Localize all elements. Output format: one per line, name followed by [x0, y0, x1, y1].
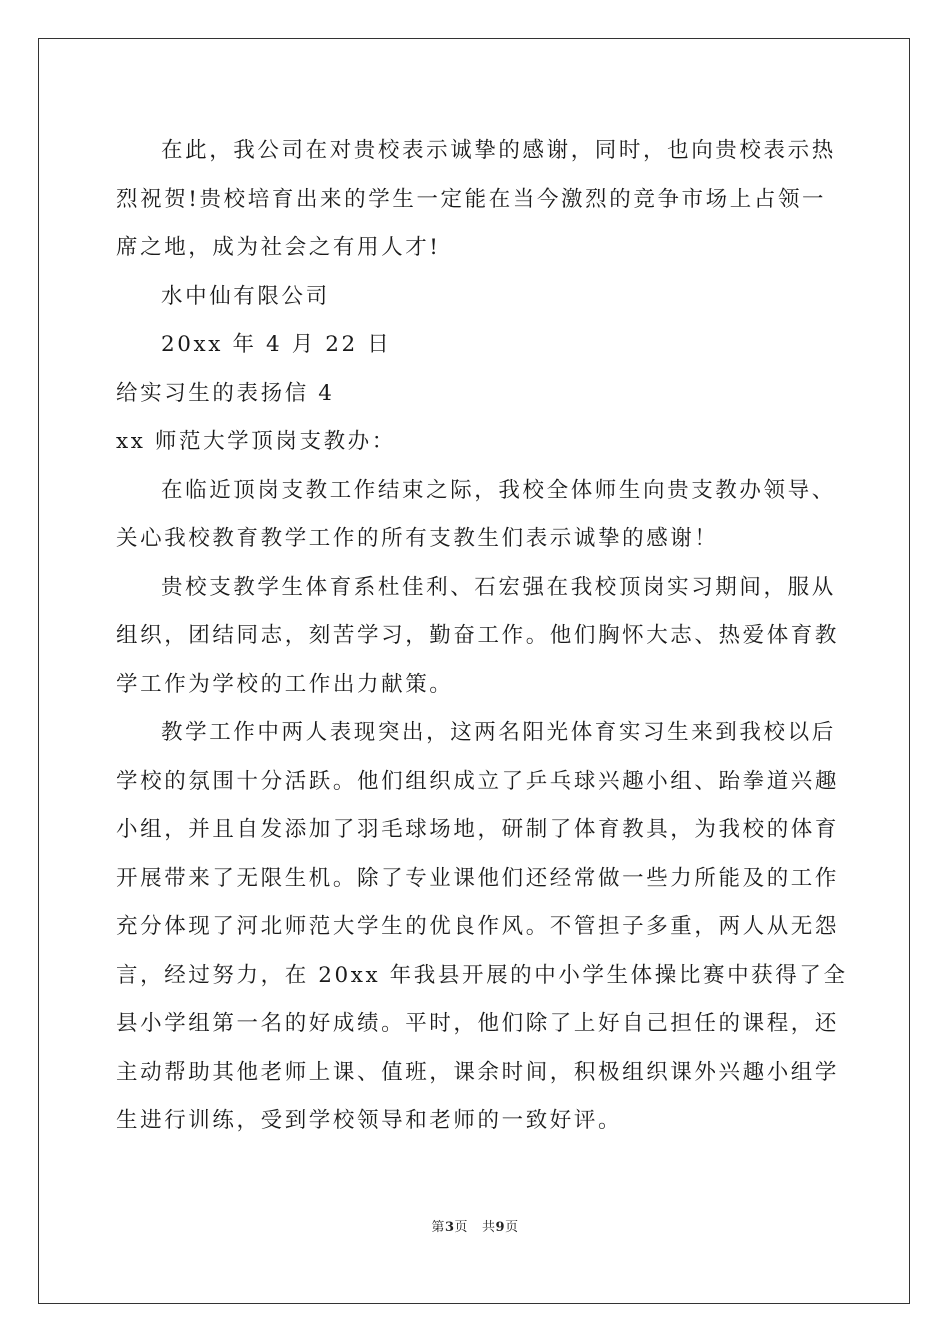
document-body [116, 127, 848, 1146]
text-line: 充分体现了河北师范大学生的优良作风。不管担子多重，两人从无怨 [116, 914, 840, 939]
text-line: xx 师范大学顶岗支教办： [116, 429, 396, 454]
text-line: 小组，并且自发添加了羽毛球场地，研制了体育教具，为我校的体育 [116, 817, 840, 842]
text-line: 贵校支教学生体育系杜佳利、石宏强在我校顶岗实习期间，服从 [161, 574, 836, 600]
text-line: 主动帮助其他老师上课、值班，课余时间，积极组织课外兴趣小组学 [116, 1059, 840, 1085]
text-line: 学工作为学校的工作出力献策。 [116, 671, 454, 697]
text-line: 学校的氛围十分活跃。他们组织成立了乒乓球兴趣小组、跆拳道兴趣 [116, 768, 840, 794]
text-line: 开展带来了无限生机。除了专业课他们还经常做一些力所能及的工作 [116, 865, 840, 891]
page-number: 3 [444, 1220, 455, 1235]
text-line: 烈祝贺!贵校培育出来的学生一定能在当今激烈的竞争市场上占领一 [116, 186, 827, 212]
text-line: 言，经过努力，在 20xx 年我县开展的中小学生体操比赛中获得了全 [116, 962, 848, 988]
text-line: 在临近顶岗支教工作结束之际，我校全体师生向贵支教办领导、 [161, 477, 836, 503]
total-pages: 9 [495, 1220, 506, 1235]
total-prefix: 共 [482, 1220, 496, 1235]
text-line: 教学工作中两人表现突出，这两名阳光体育实习生来到我校以后 [161, 720, 836, 745]
text-line: 在此，我公司在对贵校表示诚挚的感谢，同时，也向贵校表示热 [161, 138, 836, 163]
text-line: 20xx 年 4 月 22 日 [161, 332, 392, 357]
text-line: 席之地，成为社会之有用人才! [116, 235, 441, 260]
page-footer [0, 1218, 950, 1238]
text-line: 给实习生的表扬信 4 [116, 380, 335, 406]
total-suffix: 页 [505, 1220, 519, 1235]
page-suffix: 页 [454, 1220, 468, 1235]
text-line: 县小学组第一名的好成绩。平时，他们除了上好自己担任的课程，还 [116, 1011, 840, 1036]
text-line: 关心我校教育教学工作的所有支教生们表示诚挚的感谢！ [116, 526, 719, 551]
page-prefix: 第 [431, 1220, 445, 1235]
text-line: 生进行训练，受到学校领导和老师的一致好评。 [116, 1108, 623, 1133]
text-line: 水中仙有限公司 [161, 283, 330, 309]
text-line: 组织，团结同志，刻苦学习，勤奋工作。他们胸怀大志、热爱体育教 [116, 623, 840, 648]
